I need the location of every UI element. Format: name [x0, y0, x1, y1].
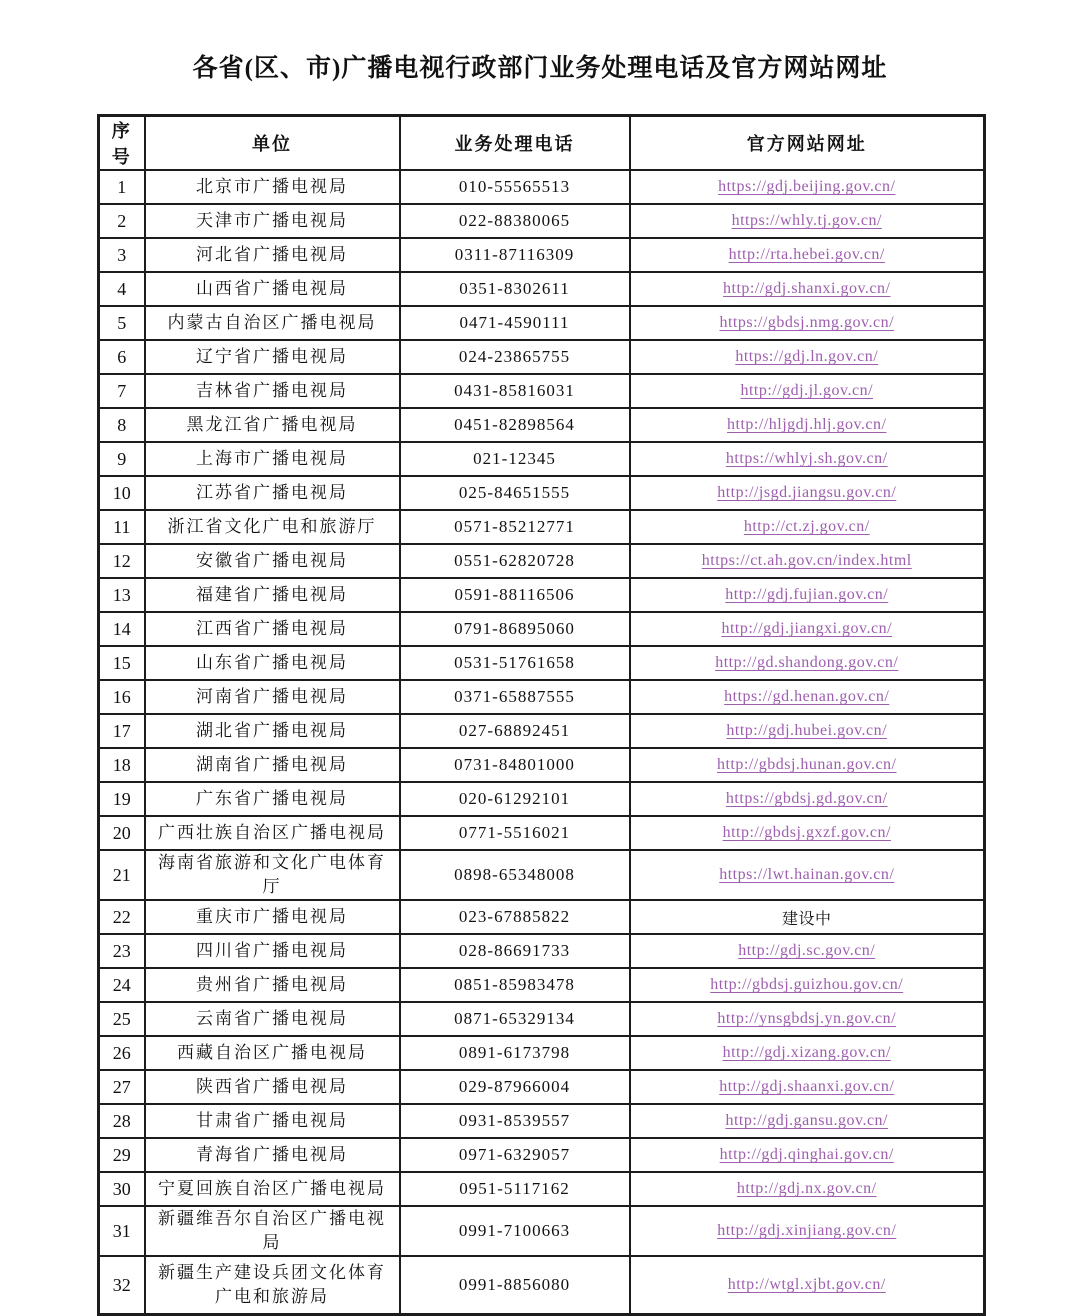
table-row — [99, 374, 985, 408]
row-no: 7 — [117, 380, 127, 401]
row-unit: 黑龙江省广播电视局 — [186, 415, 358, 434]
website-link[interactable]: http://gdj.gansu.gov.cn/ — [725, 1112, 888, 1129]
row-no: 11 — [113, 516, 131, 537]
row-unit: 广西壮族自治区广播电视局 — [158, 823, 386, 842]
website-link[interactable]: http://gdj.shanxi.gov.cn/ — [723, 280, 891, 297]
website-link[interactable]: http://gdj.xinjiang.gov.cn/ — [717, 1222, 897, 1239]
table-row — [99, 1206, 985, 1256]
website-link[interactable]: http://rta.hebei.gov.cn/ — [728, 246, 885, 263]
website-link[interactable]: http://gdj.fujian.gov.cn/ — [725, 586, 889, 603]
row-no: 6 — [117, 346, 127, 367]
table-row — [99, 306, 985, 340]
website-link[interactable]: http://gbdsj.gxzf.gov.cn/ — [722, 824, 891, 841]
website-link[interactable]: https://ct.ah.gov.cn/index.html — [701, 552, 912, 569]
website-link[interactable]: http://gdj.qinghai.gov.cn/ — [719, 1146, 894, 1163]
row-no: 15 — [112, 652, 131, 673]
row-unit: 江西省广播电视局 — [196, 619, 348, 638]
website-link[interactable]: http://gdj.jiangxi.gov.cn/ — [721, 620, 893, 637]
website-link[interactable]: https://lwt.hainan.gov.cn/ — [719, 866, 895, 883]
website-link[interactable]: http://gdj.jl.gov.cn/ — [740, 382, 874, 399]
website-link[interactable]: http://hljgdj.hlj.gov.cn/ — [727, 416, 887, 433]
row-no: 17 — [112, 720, 131, 741]
row-no: 21 — [112, 864, 131, 885]
row-unit: 陕西省广播电视局 — [196, 1077, 348, 1096]
table-row — [99, 1256, 985, 1315]
table-row — [99, 680, 985, 714]
table-row — [99, 510, 985, 544]
table-row — [99, 714, 985, 748]
website-link[interactable]: https://gdj.beijing.gov.cn/ — [718, 178, 896, 195]
row-unit: 吉林省广播电视局 — [196, 381, 348, 400]
row-phone: 0931-8539557 — [458, 1111, 571, 1130]
row-unit: 福建省广播电视局 — [196, 585, 348, 604]
row-unit: 新疆维吾尔自治区广播电视局 — [158, 1209, 386, 1252]
table-row — [99, 934, 985, 968]
row-phone: 0371-65887555 — [454, 687, 575, 706]
table-row — [99, 204, 985, 238]
row-phone: 0731-84801000 — [454, 755, 575, 774]
website-link[interactable]: http://wtgl.xjbt.gov.cn/ — [727, 1276, 886, 1293]
row-phone: 0451-82898564 — [454, 415, 575, 434]
row-phone: 0771-5516021 — [458, 823, 571, 842]
row-no: 20 — [112, 822, 131, 843]
row-unit: 广东省广播电视局 — [196, 789, 348, 808]
row-phone: 025-84651555 — [458, 483, 571, 502]
website-link[interactable]: http://gdj.sc.gov.cn/ — [738, 942, 876, 959]
row-unit: 山东省广播电视局 — [196, 653, 348, 672]
website-link[interactable]: http://jsgd.jiangsu.gov.cn/ — [717, 484, 897, 501]
row-phone: 0351-8302611 — [459, 279, 570, 298]
website-link[interactable]: http://gdj.xizang.gov.cn/ — [722, 1044, 891, 1061]
row-phone: 0431-85816031 — [454, 381, 575, 400]
row-no: 4 — [117, 278, 127, 299]
table-header-row — [99, 116, 985, 171]
row-no: 27 — [112, 1076, 131, 1097]
row-phone: 029-87966004 — [458, 1077, 571, 1096]
row-no: 14 — [112, 618, 131, 639]
row-no: 28 — [112, 1110, 131, 1131]
row-no: 5 — [117, 312, 127, 333]
row-unit: 四川省广播电视局 — [196, 941, 348, 960]
website-link[interactable]: http://gdj.hubei.gov.cn/ — [726, 722, 888, 739]
row-phone: 0971-6329057 — [458, 1145, 571, 1164]
row-unit: 湖北省广播电视局 — [196, 721, 348, 740]
row-unit: 浙江省文化广电和旅游厅 — [167, 517, 377, 536]
table-row — [99, 850, 985, 900]
row-no: 26 — [112, 1042, 131, 1063]
contacts-table — [97, 114, 986, 1316]
row-no: 10 — [112, 482, 131, 503]
row-unit: 内蒙古自治区广播电视局 — [167, 313, 377, 332]
row-phone: 027-68892451 — [458, 721, 571, 740]
website-link[interactable]: http://gbdsj.hunan.gov.cn/ — [716, 756, 897, 773]
row-phone: 0891-6173798 — [458, 1043, 571, 1062]
table-row — [99, 968, 985, 1002]
table-row — [99, 1070, 985, 1104]
website-link[interactable]: https://gdj.ln.gov.cn/ — [735, 348, 879, 365]
row-no: 8 — [117, 414, 127, 435]
table-row — [99, 1172, 985, 1206]
row-no: 19 — [112, 788, 131, 809]
website-link[interactable]: http://gd.shandong.gov.cn/ — [715, 654, 899, 671]
row-phone: 024-23865755 — [458, 347, 571, 366]
website-link[interactable]: http://gdj.nx.gov.cn/ — [736, 1180, 877, 1197]
row-no: 31 — [112, 1220, 131, 1241]
row-no: 30 — [112, 1178, 131, 1199]
website-link[interactable]: https://gbdsj.gd.gov.cn/ — [725, 790, 888, 807]
table-row — [99, 1138, 985, 1172]
row-phone: 028-86691733 — [458, 941, 571, 960]
table-row — [99, 272, 985, 306]
row-no: 16 — [112, 686, 131, 707]
row-no: 2 — [117, 210, 127, 231]
row-unit: 河北省广播电视局 — [196, 245, 348, 264]
website-link[interactable]: https://whlyj.sh.gov.cn/ — [725, 450, 888, 467]
row-no: 9 — [117, 448, 127, 469]
row-unit: 甘肃省广播电视局 — [196, 1111, 348, 1130]
table-row — [99, 578, 985, 612]
row-no: 12 — [112, 550, 131, 571]
row-unit: 河南省广播电视局 — [196, 687, 348, 706]
row-phone: 0991-8856080 — [458, 1275, 571, 1294]
row-no: 22 — [112, 906, 131, 927]
row-phone: 020-61292101 — [458, 789, 571, 808]
table-row — [99, 544, 985, 578]
row-phone: 021-12345 — [473, 449, 556, 468]
row-unit: 江苏省广播电视局 — [196, 483, 348, 502]
row-unit: 贵州省广播电视局 — [196, 975, 348, 994]
row-unit: 海南省旅游和文化广电体育厅 — [158, 853, 386, 896]
row-phone: 022-88380065 — [458, 211, 571, 230]
row-unit: 山西省广播电视局 — [196, 279, 348, 298]
row-no: 25 — [112, 1008, 131, 1029]
row-phone: 0871-65329134 — [454, 1009, 575, 1028]
website-link[interactable]: https://gd.henan.gov.cn/ — [724, 688, 890, 705]
table-row — [99, 408, 985, 442]
row-phone: 0551-62820728 — [454, 551, 575, 570]
page-title: 各省(区、市)广播电视行政部门业务处理电话及官方网站网址 — [192, 55, 888, 82]
table-body — [99, 170, 985, 1315]
row-unit: 宁夏回族自治区广播电视局 — [158, 1179, 386, 1198]
table-row — [99, 170, 985, 204]
row-phone: 023-67885822 — [458, 907, 571, 926]
row-unit: 西藏自治区广播电视局 — [177, 1043, 367, 1062]
table-row — [99, 782, 985, 816]
row-no: 32 — [112, 1274, 131, 1295]
header-phone: 业务处理电话 — [400, 116, 630, 171]
row-phone: 0311-87116309 — [454, 245, 575, 264]
table-row — [99, 442, 985, 476]
row-phone: 0898-65348008 — [454, 865, 575, 884]
table-row — [99, 612, 985, 646]
table-row — [99, 238, 985, 272]
row-no: 29 — [112, 1144, 131, 1165]
row-phone: 0991-7100663 — [458, 1221, 571, 1240]
table-row — [99, 1002, 985, 1036]
row-phone: 0571-85212771 — [454, 517, 575, 536]
table-row — [99, 1104, 985, 1138]
table-row — [99, 900, 985, 934]
row-unit: 辽宁省广播电视局 — [196, 347, 348, 366]
row-unit: 新疆生产建设兵团文化体育广电和旅游局 — [158, 1263, 386, 1306]
header-no: 序号 — [99, 116, 145, 171]
header-website: 官方网站网址 — [630, 116, 985, 171]
row-unit: 北京市广播电视局 — [196, 177, 348, 196]
table-row — [99, 816, 985, 850]
row-no: 24 — [112, 974, 131, 995]
row-unit: 青海省广播电视局 — [196, 1145, 348, 1164]
row-unit: 上海市广播电视局 — [196, 449, 348, 468]
row-unit: 湖南省广播电视局 — [196, 755, 348, 774]
row-unit: 安徽省广播电视局 — [196, 551, 348, 570]
row-no: 23 — [112, 940, 131, 961]
table-row — [99, 748, 985, 782]
table-row — [99, 340, 985, 374]
row-phone: 0851-85983478 — [454, 975, 575, 994]
row-phone: 0591-88116506 — [454, 585, 575, 604]
row-phone: 0951-5117162 — [459, 1179, 570, 1198]
row-phone: 010-55565513 — [458, 177, 571, 196]
row-phone: 0531-51761658 — [454, 653, 575, 672]
website-link[interactable]: https://whly.tj.gov.cn/ — [731, 212, 882, 229]
row-website: 建设中 — [781, 910, 832, 928]
row-phone: 0791-86895060 — [454, 619, 575, 638]
row-phone: 0471-4590111 — [459, 313, 570, 332]
row-unit: 云南省广播电视局 — [196, 1009, 348, 1028]
row-no: 3 — [117, 244, 127, 265]
table-row — [99, 1036, 985, 1070]
website-link[interactable]: http://ct.zj.gov.cn/ — [743, 518, 870, 535]
table-row — [99, 476, 985, 510]
website-link[interactable]: http://gdj.shaanxi.gov.cn/ — [719, 1078, 895, 1095]
table-row — [99, 646, 985, 680]
website-link[interactable]: http://ynsgbdsj.yn.gov.cn/ — [717, 1010, 897, 1027]
row-unit: 天津市广播电视局 — [196, 211, 348, 230]
row-no: 13 — [112, 584, 131, 605]
row-unit: 重庆市广播电视局 — [196, 907, 348, 926]
row-no: 18 — [112, 754, 131, 775]
row-no: 1 — [117, 176, 127, 197]
header-unit: 单位 — [145, 116, 400, 171]
website-link[interactable]: http://gbdsj.guizhou.gov.cn/ — [710, 976, 904, 993]
website-link[interactable]: https://gbdsj.nmg.gov.cn/ — [719, 314, 895, 331]
